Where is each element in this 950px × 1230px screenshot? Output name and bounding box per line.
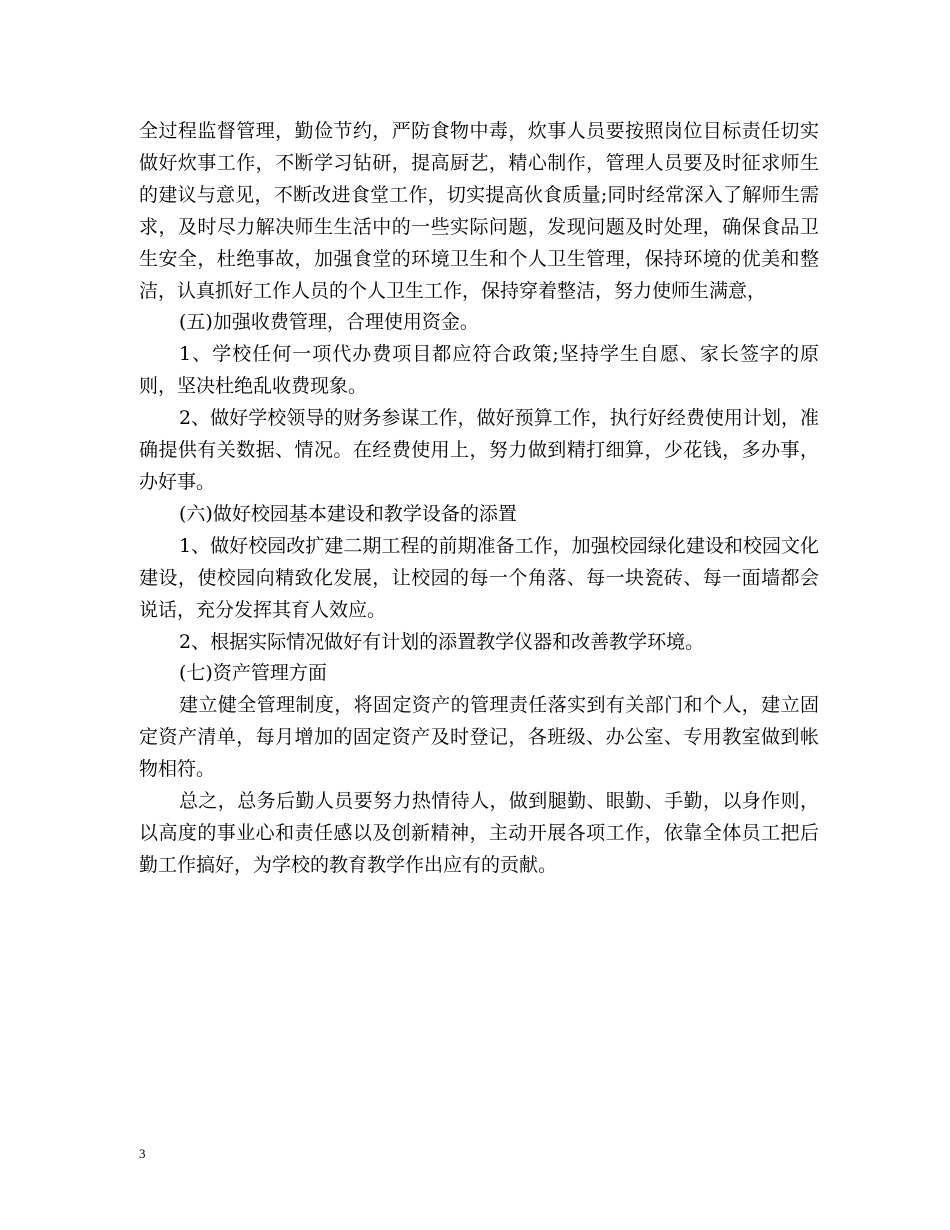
paragraph: 建立健全管理制度，将固定资产的管理责任落实到有关部门和个人，建立固定资产清单，每月增加的固定资产及时登记，各班级、办公室、专用教室做到帐物相符。 <box>139 694 819 781</box>
paragraph: 2、根据实际情况做好有计划的添置教学仪器和改善教学环境。 <box>179 630 705 653</box>
paragraph: 2、做好学校领导的财务参谋工作，做好预算工作，执行好经费使用计划，准确提供有关数据、情况。在经费使用上，努力做到精打细算，少花钱，多办事，办好事。 <box>139 407 819 493</box>
section-heading-5: (五)加强收费管理，合理使用资金。 <box>179 311 479 334</box>
paragraph-continuation: 全过程监督管理，勤俭节约，严防食物中毒，炊事人员要按照岗位目标责任切实做好炊事工作，不断学习钻研，提高厨艺，精心制作，管理人员要及时征求师生的建议与意见，不断改进食堂工作，切实提高伙食质量;同时经常深入了解师生需求，及时尽力解决师生生活中的一些实际问题，发现问题及时处理，确保食品卫生安全，杜绝事故，加强食堂的环境卫生和个人卫生管理，保持环境的优美和整洁，认真抓好工作人员的个人卫生工作，保持穿着整洁，努力使师生满意， <box>139 120 819 302</box>
page-number: 3 <box>139 1146 146 1161</box>
paragraph: 1、做好校园改扩建二期工程的前期准备工作，加强校园绿化建设和校园文化建设，使校园向精致化发展，让校园的每一个角落、每一块瓷砖、每一面墙都会说话，充分发挥其育人效应。 <box>139 534 819 621</box>
paragraph: 1、学校任何一项代办费项目都应符合政策;坚持学生自愿、家长签字的原则，坚决杜绝乱收费现象。 <box>139 343 819 398</box>
section-heading-6: (六)做好校园基本建设和教学设备的添置 <box>179 502 517 525</box>
document-body <box>139 116 819 882</box>
section-heading-7: (七)资产管理方面 <box>179 662 327 685</box>
paragraph-conclusion: 总之，总务后勤人员要努力热情待人，做到腿勤、眼勤、手勤，以身作则，以高度的事业心和责任感以及创新精神，主动开展各项工作，依靠全体员工把后勤工作搞好，为学校的教育教学作出应有的贡献。 <box>139 790 819 876</box>
